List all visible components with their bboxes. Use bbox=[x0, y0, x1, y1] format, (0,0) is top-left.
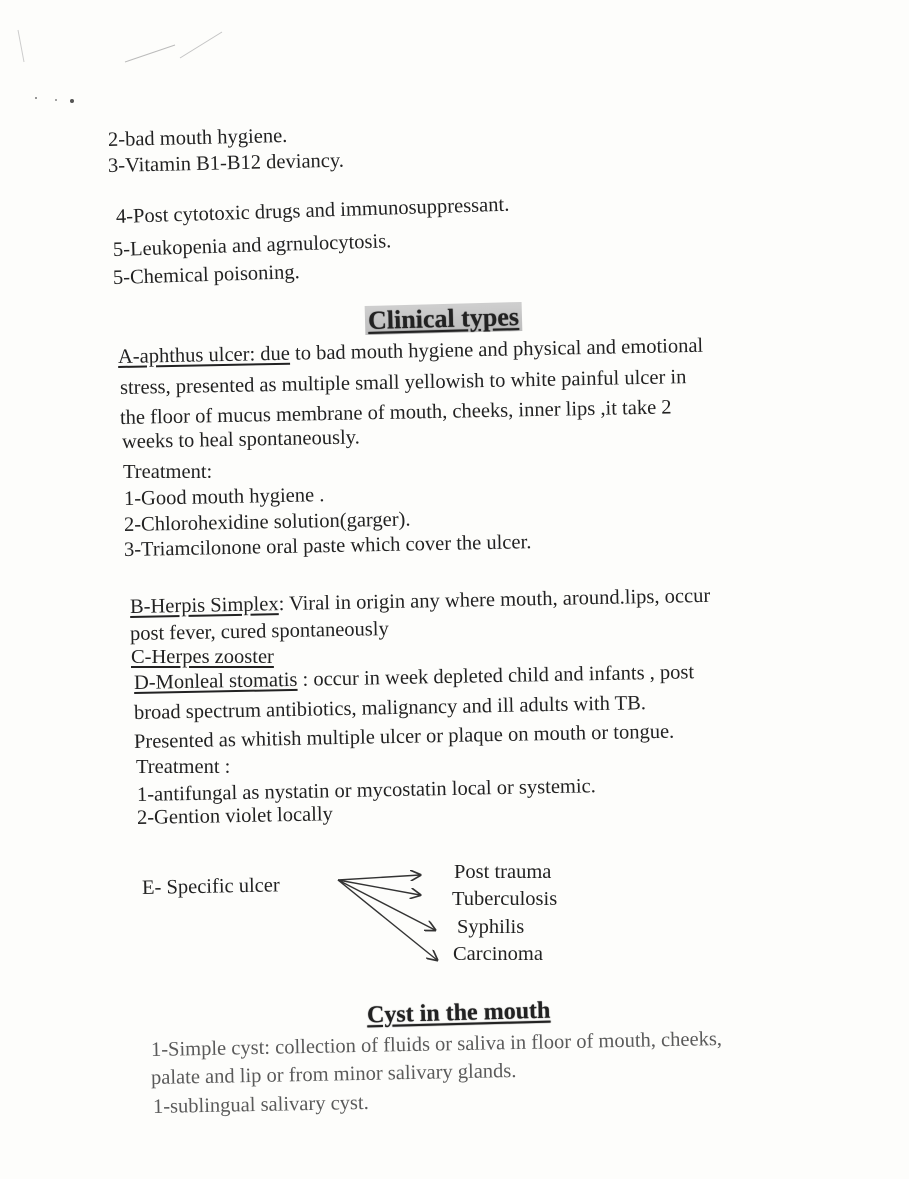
treatment-item: 2-Chlorohexidine solution(garger). bbox=[123, 508, 411, 536]
herpes-zooster-text: C-Herpes zooster bbox=[131, 646, 274, 668]
monleal-stomatis-line: Presented as whitish multiple ulcer or plaque on mouth or tongue. bbox=[133, 720, 675, 753]
treatment-label: Treatment: bbox=[123, 461, 213, 483]
specific-ulcer-branch: Syphilis bbox=[457, 916, 525, 938]
heading-text: Clinical types bbox=[365, 302, 523, 335]
aphthus-ulcer-line: stress, presented as multiple small yellowish to white painful ulcer in bbox=[119, 366, 687, 399]
treatment-item: 2-Gention violet locally bbox=[136, 803, 334, 829]
monleal-stomatis-label: D-Monleal stomatis bbox=[133, 668, 298, 694]
specific-ulcer-label: E- Specific ulcer bbox=[141, 874, 280, 899]
cause-item: 3-Vitamin B1-B12 deviancy. bbox=[107, 149, 345, 177]
branch-arrows bbox=[330, 865, 450, 965]
herpis-simplex-text: : Viral in origin any where mouth, around.lips, occur bbox=[278, 584, 711, 616]
cause-item: 5-Leukopenia and agrnulocytosis. bbox=[112, 230, 392, 261]
cause-item: 4-Post cytotoxic drugs and immunosuppressant. bbox=[115, 193, 510, 228]
scan-marks bbox=[0, 0, 240, 110]
monleal-stomatis-text: : occur in week depleted child and infants , post bbox=[297, 661, 695, 691]
treatment-label: Treatment : bbox=[136, 756, 231, 778]
section-heading-clinical-types bbox=[365, 302, 523, 336]
herpis-simplex-line bbox=[130, 586, 711, 618]
aphthus-ulcer-line: the floor of mucus membrane of mouth, cheeks, inner lips ,it take 2 bbox=[119, 396, 672, 429]
specific-ulcer-branch: Carcinoma bbox=[453, 943, 543, 965]
specific-ulcer-branch: Tuberculosis bbox=[452, 888, 558, 910]
herpes-zooster-label bbox=[131, 647, 274, 668]
herpis-simplex-label: B-Herpis Simplex bbox=[129, 593, 279, 618]
treatment-item: 1-Good mouth hygiene . bbox=[123, 484, 325, 510]
cyst-line: 1-Simple cyst: collection of fluids or saliva in floor of mouth, cheeks, bbox=[150, 1028, 723, 1061]
aphthus-ulcer-line bbox=[118, 336, 704, 368]
cause-item: 5-Chemical poisoning. bbox=[112, 261, 301, 289]
section-heading-cyst: Cyst in the mouth bbox=[366, 997, 551, 1029]
treatment-item: 3-Triamcilonone oral paste which cover the ulcer. bbox=[123, 531, 532, 561]
aphthus-ulcer-label: A-aphthus ulcer: due bbox=[117, 342, 291, 368]
cyst-line: palate and lip or from minor salivary glands. bbox=[150, 1059, 517, 1089]
aphthus-ulcer-line: weeks to heal spontaneously. bbox=[121, 426, 360, 453]
monleal-stomatis-line: broad spectrum antibiotics, malignancy and ill adults with TB. bbox=[133, 692, 647, 724]
aphthus-ulcer-text: to bad mouth hygiene and physical and emotional bbox=[289, 334, 704, 365]
cyst-line: 1-sublingual salivary cyst. bbox=[152, 1091, 369, 1118]
specific-ulcer-branch: Post trauma bbox=[454, 861, 552, 883]
herpis-simplex-line: post fever, cured spontaneously bbox=[129, 618, 389, 645]
treatment-item: 1-antifungal as nystatin or mycostatin local or systemic. bbox=[136, 775, 596, 806]
cause-item: 2-bad mouth hygiene. bbox=[107, 124, 288, 151]
